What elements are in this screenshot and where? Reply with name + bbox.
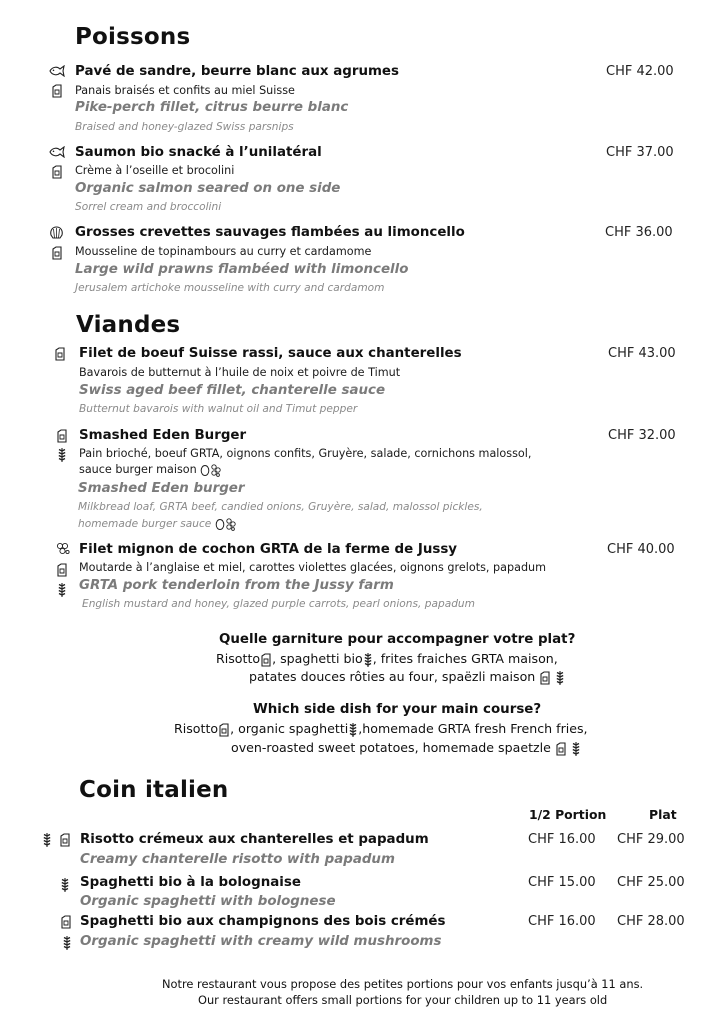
dish-name-english: Organic salmon seared on one side <box>75 181 341 196</box>
side-dish-question-fr: Quelle garniture pour accompagner votre plat? <box>219 632 576 647</box>
fish-icon <box>49 146 65 158</box>
footer-note-fr: Notre restaurant vous propose des petites portions pour vos enfants jusqu’à 11 ans. <box>162 977 644 991</box>
egg-mustard-icon <box>215 517 241 531</box>
dish-price-full: CHF 28.00 <box>617 914 685 929</box>
dish-name: Saumon bio snacké à l’unilatéral <box>75 145 322 160</box>
dish-price: CHF 32.00 <box>608 428 676 443</box>
local-product-icon <box>56 429 68 443</box>
egg-mustard-icon <box>200 463 226 477</box>
column-header-plat: Plat <box>649 807 677 822</box>
local-product-icon <box>51 246 63 260</box>
dish-description-english: Braised and honey-glazed Swiss parsnips <box>75 121 294 133</box>
dish-price: CHF 42.00 <box>606 64 674 79</box>
gluten-icon <box>57 582 67 598</box>
dish-price: CHF 40.00 <box>607 542 675 557</box>
dish-description-line2: sauce burger maison <box>79 463 226 477</box>
footer-note-en: Our restaurant offers small portions for your children up to 11 years old <box>198 993 608 1007</box>
side-dish-options-en-line1: Risotto , organic spaghetti ,homemade GRTA fresh French fries, <box>174 721 588 736</box>
dish-description: Pain brioché, boeuf GRTA, oignons confits, Gruyère, salade, cornichons malossol, <box>79 447 532 460</box>
gluten-icon <box>62 935 72 951</box>
section-title-coin-italien: Coin italien <box>79 777 229 803</box>
gluten-icon <box>42 832 52 848</box>
dish-description: Bavarois de butternut à l’huile de noix et poivre de Timut <box>79 366 401 379</box>
dish-name: Spaghetti bio aux champignons des bois crémés <box>80 914 446 929</box>
column-header-half-portion: 1/2 Portion <box>529 807 607 822</box>
local-product-icon <box>218 723 230 737</box>
dish-name-english: Large wild prawns flambéed with limoncello <box>75 262 409 277</box>
dish-name: Risotto crémeux aux chanterelles et papadum <box>80 832 429 847</box>
dish-price-half: CHF 15.00 <box>528 875 596 890</box>
side-dish-options-en-line2: oven-roasted sweet potatoes, homemade spaetzle <box>231 740 581 757</box>
shellfish-icon <box>49 226 64 240</box>
dish-name-english: GRTA pork tenderloin from the Jussy farm <box>79 578 394 593</box>
dish-description: Panais braisés et confits au miel Suisse <box>75 84 295 97</box>
dish-name: Spaghetti bio à la bolognaise <box>80 875 301 890</box>
dish-price-full: CHF 29.00 <box>617 832 685 847</box>
dish-name-english: Smashed Eden burger <box>78 481 245 496</box>
dish-name-english: Organic spaghetti with creamy wild mushrooms <box>80 934 442 949</box>
dish-name-english: Organic spaghetti with bolognese <box>80 894 336 909</box>
dish-description-english-line2: homemade burger sauce <box>78 517 241 531</box>
dish-description-english: Butternut bavarois with walnut oil and Timut pepper <box>79 403 358 415</box>
dish-price: CHF 36.00 <box>605 225 673 240</box>
mustard-icon <box>55 542 71 556</box>
section-title-poissons: Poissons <box>75 24 191 50</box>
side-dish-options-fr-line2: patates douces rôties au four, spaëzli maison <box>249 669 565 686</box>
local-product-icon <box>51 84 63 98</box>
dish-name-english: Pike-perch fillet, citrus beurre blanc <box>75 100 349 115</box>
gluten-icon <box>57 447 67 463</box>
local-product-icon <box>51 165 63 179</box>
gluten-icon <box>363 652 373 668</box>
local-product-icon <box>539 671 551 685</box>
dish-name: Filet de boeuf Suisse rassi, sauce aux chanterelles <box>79 346 462 361</box>
dish-name: Pavé de sandre, beurre blanc aux agrumes <box>75 64 399 79</box>
dish-price-half: CHF 16.00 <box>528 914 596 929</box>
gluten-icon <box>348 722 358 738</box>
dish-description-english: English mustard and honey, glazed purple carrots, pearl onions, papadum <box>82 598 475 610</box>
fish-icon <box>49 65 65 77</box>
dish-description: Mousseline de topinambours au curry et cardamome <box>75 245 372 258</box>
local-product-icon <box>60 915 72 929</box>
dish-price-half: CHF 16.00 <box>528 832 596 847</box>
dish-name: Grosses crevettes sauvages flambées au limoncello <box>75 225 465 240</box>
dish-description-english: Jerusalem artichoke mousseline with curry and cardamom <box>75 282 385 294</box>
local-product-icon <box>555 742 567 756</box>
side-dish-question-en: Which side dish for your main course? <box>253 702 542 717</box>
dish-price-full: CHF 25.00 <box>617 875 685 890</box>
dish-name: Smashed Eden Burger <box>79 428 247 443</box>
side-dish-options-fr-line1: Risotto , spaghetti bio , frites fraiches GRTA maison, <box>216 651 558 666</box>
dish-price: CHF 37.00 <box>606 145 674 160</box>
gluten-icon <box>555 670 565 686</box>
local-product-icon <box>56 563 68 577</box>
dish-name-english: Creamy chanterelle risotto with papadum <box>80 852 395 867</box>
local-product-icon <box>260 653 272 667</box>
dish-price: CHF 43.00 <box>608 346 676 361</box>
section-title-viandes: Viandes <box>76 312 181 338</box>
dish-description: Moutarde à l’anglaise et miel, carottes violettes glacées, oignons grelots, papadum <box>79 561 547 574</box>
dish-name: Filet mignon de cochon GRTA de la ferme de Jussy <box>79 542 458 557</box>
local-product-icon <box>54 347 66 361</box>
dish-description: Crème à l’oseille et brocolini <box>75 164 235 177</box>
gluten-icon <box>60 877 70 893</box>
dish-name-english: Swiss aged beef fillet, chanterelle sauce <box>79 383 386 398</box>
dish-description-english: Milkbread loaf, GRTA beef, candied onions, Gruyère, salad, malossol pickles, <box>78 501 483 513</box>
dish-description-english: Sorrel cream and broccolini <box>75 201 222 213</box>
local-product-icon <box>59 833 71 847</box>
gluten-icon <box>571 741 581 757</box>
